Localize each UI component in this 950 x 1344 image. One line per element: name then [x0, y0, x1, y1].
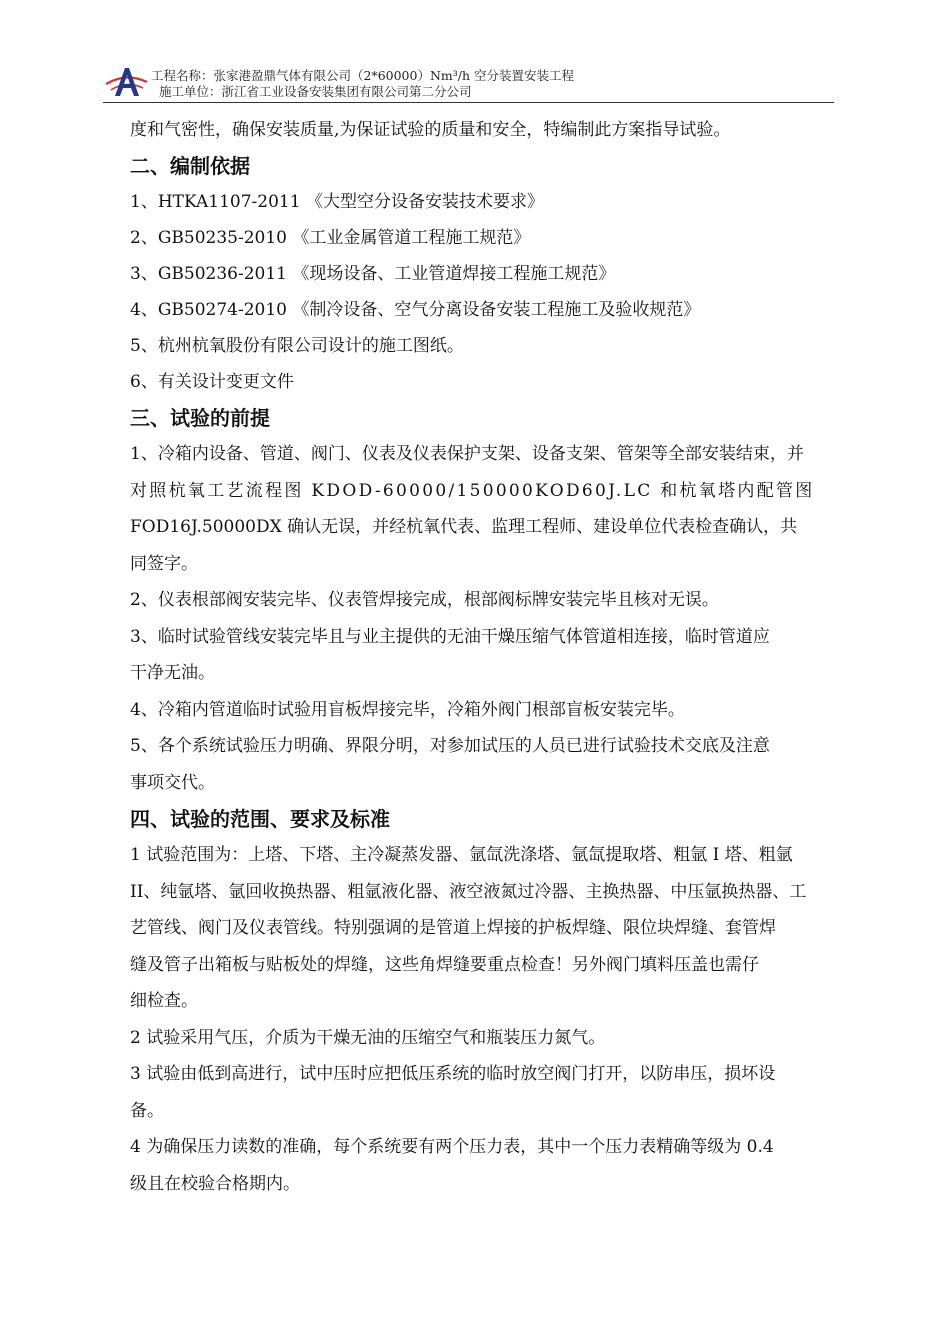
section-heading-prerequisites: 三、试验的前提	[130, 406, 270, 430]
prerequisite-5-line: 5、各个系统试验压力明确、界限分明，对参加试压的人员已进行试验技术交底及注意	[130, 736, 770, 756]
basis-item: 5、杭州杭氧股份有限公司设计的施工图纸。	[130, 336, 464, 356]
intro-paragraph: 度和气密性，确保安装质量,为保证试验的质量和安全，特编制此方案指导试验。	[130, 120, 731, 140]
prerequisite-3-line: 干净无油。	[130, 663, 215, 683]
page-header	[103, 62, 834, 103]
requirement-1-line: 细检查。	[130, 991, 198, 1011]
requirement-2: 2 试验采用气压，介质为干燥无油的压缩空气和瓶装压力氮气。	[130, 1027, 606, 1048]
basis-item: 1、HTKA1107-2011 《大型空分设备安装技术要求》	[130, 192, 544, 212]
company-logo-icon	[103, 64, 149, 98]
prerequisite-4: 4、冷箱内管道临时试验用盲板焊接完毕，冷箱外阀门根部盲板安装完毕。	[130, 699, 685, 720]
section-heading-basis: 二、编制依据	[130, 154, 250, 178]
requirement-1-line: 艺管线、阀门及仪表管线。特别强调的是管道上焊接的护板焊缝、限位块焊缝、套管焊	[130, 918, 776, 938]
prerequisite-1-line: FOD16J.50000DX 确认无误，并经杭氧代表、监理工程师、建设单位代表检查确认，共	[130, 517, 798, 537]
requirement-1-line: 缝及管子出箱板与贴板处的焊缝，这些角焊缝要重点检查！另外阀门填料压盖也需仔	[130, 954, 759, 975]
basis-item: 2、GB50235-2010 《工业金属管道工程施工规范》	[130, 228, 531, 248]
prerequisite-1-line: 同签字。	[130, 553, 198, 574]
requirement-1-line: 1 试验范围为：上塔、下塔、主冷凝蒸发器、氩氙洗涤塔、氩氙提取塔、粗氩 I 塔、粗氩	[130, 845, 793, 865]
header-contractor: 施工单位：浙江省工业设备安装集团有限公司第二分公司	[159, 84, 472, 99]
prerequisite-1-line: 对照杭氧工艺流程图 KDOD-60000/150000KOD60J.LC 和杭氧塔内配管图	[130, 480, 815, 501]
basis-item: 3、GB50236-2011 《现场设备、工业管道焊接工程施工规范》	[130, 264, 616, 284]
section-heading-scope: 四、试验的范围、要求及标准	[130, 807, 390, 831]
requirement-4-line: 级且在校验合格期内。	[130, 1173, 300, 1194]
prerequisite-5-line: 事项交代。	[130, 772, 215, 793]
prerequisite-1-line: 1、冷箱内设备、管道、阀门、仪表及仪表保护支架、设备支架、管架等全部安装结束，并	[130, 444, 804, 464]
prerequisite-3-line: 3、临时试验管线安装完毕且与业主提供的无油干燥压缩气体管道相连接，临时管道应	[130, 626, 770, 647]
requirement-3-line: 3 试验由低到高进行，试中压时应把低压系统的临时放空阀门打开，以防串压，损坏设	[130, 1064, 776, 1084]
requirement-4-line: 4 为确保压力读数的准确，每个系统要有两个压力表，其中一个压力表精确等级为 0.4	[130, 1137, 774, 1157]
document-body	[130, 112, 835, 1202]
prerequisite-2: 2、仪表根部阀安装完毕、仪表管焊接完成，根部阀标牌安装完毕且核对无误。	[130, 590, 719, 610]
header-project-name: 工程名称：张家港盈鼎气体有限公司（2*60000）Nm³/h 空分装置安装工程	[151, 68, 575, 83]
requirement-3-line: 备。	[130, 1100, 164, 1121]
basis-item: 4、GB50274-2010 《制冷设备、空气分离设备安装工程施工及验收规范》	[130, 300, 701, 320]
requirement-1-line: II、纯氩塔、氩回收换热器、粗氩液化器、液空液氮过冷器、主换热器、中压氩换热器、工	[130, 881, 807, 902]
basis-item: 6、有关设计变更文件	[130, 372, 294, 392]
